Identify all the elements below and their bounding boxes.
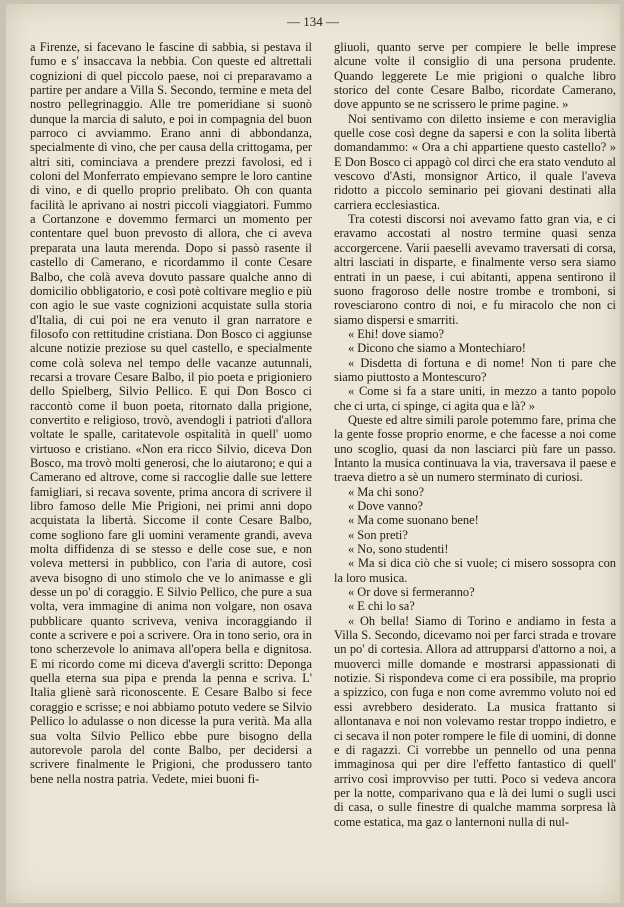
dialogue-line: « Ma si dica ciò che si vuole; ci misero sossopra con la loro musica. — [334, 556, 616, 585]
paragraph: « Oh bella! Siamo di Torino e andiamo in festa a Villa S. Secondo, dicevamo noi per farci strada e trovare un po' di cortesia. Allora ad attrupparsi d'attorno a noi, a muoverci mille domande e mostrarsi appassionati di notizie. Si rispondeva come ci era possibile, ma proprio a spizzico, con fuga e non come avremmo voluto noi ed essi avrebbero desiderato. La musica frattanto si allontanava e noi non volevamo restar troppo indietro, e ci secava il non poter rompere le file di uomini, di donne e di ragazzi. Ci vorrebbe un pennello od una penna immaginosa qui per dire l'effetto fantastico di quell' arrivo così improvviso per tutti. Poco si vedeva ancora per la notte, comparivano qua e là dei lumi o sugli usci di casa, o sulle finestre di qualche mamma sorpresa là come estatica, ma gaz o lanternoni nulla di nul- — [334, 613, 616, 829]
paragraph: a Firenze, si facevano le fascine di sabbia, si pestava il fumo e s' insaccava la nebbia. Con queste ed altrettali cognizioni di quel piccolo paese, noi ci preparavamo a partire per andare a Villa S. Secondo, termine e meta del nostro pellegrinaggio. Alle tre pomeridiane si suonò dunque la marcia di saluto, e poi in compagnia del buon parroco ci avviammo. Erano anni di abbondanza, specialmente di vino, che per causa della crittogama, per altri siti, cominciava a prendere prezzi favolosi, ed i coloni del Monferrato empievano sempre le loro cantine di vino, e di quello proprio prelibato. Oh con quanta facilità le aprivano ai nostri piccoli viaggiatori. Fummo a Cortanzone e dovemmo fermarci un momento per contentare quel buon prevosto di allora, che ci aveva preparata una lauta merenda. Dopo si passò rasente il castello di Camerano, e ricordammo il conte Cesare Balbo, che colà aveva dovuto passare qualche anno di domicilio obbligatorio, e così potè coltivare meglio e più con agio le sue vaste cognizioni acquistate sulla storia d'Italia, di cui poi ne era venuto il gran narratore e filosofo con rettitudine cristiana. Don Bosco ci aggiunse alcune notizie preziose su quel castello, e specialmente come colà soleva nel tempo delle vacanze autunnali, recarsi a trovare Cesare Balbo, il pio poeta e prigioniero dello Spielberg, Silvio Pellico. E qui Don Bosco ci raccontò come il buon poeta, ritornato dalla prigione, convertito e religioso, trovò, avendogli i patrioti d'allora voltate le spalle, caritatevole ospitalità in quell' uomo virtuoso e cristiano. «Non era ricco Silvio, diceva Don Bosco, ma trovò molti generosi, che lo aiutarono; e qui a Camerano ed altrove, come si raccoglie dalle sue lettere famigliari, si recava sovente, prima ancora di scrivere il libro famoso delle Mie Prigioni, nei primi anni dopo acquistata la libertà. Siccome il conte Cesare Balbo, come sogliono fare gli uomini veramente grandi, aveva molta diffidenza di se stesso e delle cose sue, e non voleva mettersi in pubblico, con l'aria di autore, così aveva bisogno di uno stimolo che ve lo animasse e gli desse un po' di coraggio. E Silvio Pellico, che pure a sua volta, vera immagine di anima non volgare, non osava pubblicare quanto scriveva, veniva incoraggiando il conte a scrivere e poi a scrivere. Ora in tono serio, ora in tono scherzevole lo animava all'opera bella e dignitosa. E mi ricordo come mi diceva d'avergli scritto: Deponga quella eterna sua pipa e prenda la penna e scriva. L' Italia glienè sarà riconoscente. E Cesare Balbo si fece coraggio e scrisse; e noi abbiamo potuto vedere se Silvio Pellico lo adulasse o non dicesse la pura verità. Ma alla sua volta Silvio Pellico ebbe pure bisogno della autorevole parola del conte Balbo, per decidersi a scrivere finalmente le Prigioni, che produssero tanto bene nella nostra patria. Vedete, miei buoni fi- — [30, 40, 312, 786]
dialogue-line: « Disdetta di fortuna e di nome! Non ti pare che siamo piuttosto a Montescuro? — [334, 355, 616, 384]
paragraph: Queste ed altre simili parole potemmo fare, prima che la gente fosse proprio enorme, e che facesse a noi come uno scoglio, quasi da non lasciarci più fare un passo. Intanto la musica continuava la via, traversava il paese e traeva dietro a sè un numero sterminato di curiosi. — [334, 412, 616, 485]
page-number-header: — 134 — — [287, 14, 339, 29]
paragraph: Tra cotesti discorsi noi avevamo fatto gran via, e ci eravamo accostati al nostro termine quasi senza accorgercene. Varii paeselli avevamo traversati di corsa, altri lasciati in disparte, e finalmente verso sera siamo entrati in un paese, i cui abitanti, appena sentirono il suono fragoroso delle nostre trombe e tromboni, si rovesciarono contro di noi, e fu miracolo che non ci siamo dispersi e smarriti. — [334, 212, 616, 327]
dialogue-line: « Ma chi sono? — [348, 484, 425, 499]
right-column — [334, 40, 616, 829]
dialogue-line: « Ehi! dove siamo? — [348, 326, 445, 341]
dialogue-line: « Come si fa a stare uniti, in mezzo a tanto popolo che ci urta, ci spinge, ci agita qua e là? » — [334, 384, 616, 413]
dialogue-line: « E chi lo sa? — [348, 599, 415, 614]
left-column — [30, 40, 312, 786]
dialogue-line: « Ma come suonano bene! — [348, 513, 479, 528]
dialogue-line: « Dicono che siamo a Montechiaro! — [348, 341, 526, 356]
paragraph: Noi sentivamo con diletto insieme e con meraviglia quelle cose così degne da sapersi e con la solita libertà domandammo: « Ora a chi appartiene questo castello? » E Don Bosco ci appagò col dirci che era stato venduto al vescovo d'Asti, monsignor Artico, il quale l'aveva ridotto a piccolo seminario pei giovani destinati alla carriera ecclesiastica. — [334, 111, 616, 212]
paragraph: gliuoli, quanto serve per compiere le belle imprese alcune volte il consiglio di una persona prudente. Quando leggerete Le mie prigioni o qualche libro storico del conte Cesare Balbo, ricordate Camerano, dove appunto se ne scrissero le prime pagine. » — [334, 40, 616, 112]
dialogue-line: « Son preti? — [348, 527, 408, 542]
dialogue-line: « No, sono studenti! — [348, 542, 449, 557]
dialogue-line: « Or dove si fermeranno? — [348, 585, 475, 600]
book-page — [6, 4, 620, 903]
dialogue-line: « Dove vanno? — [348, 499, 424, 513]
